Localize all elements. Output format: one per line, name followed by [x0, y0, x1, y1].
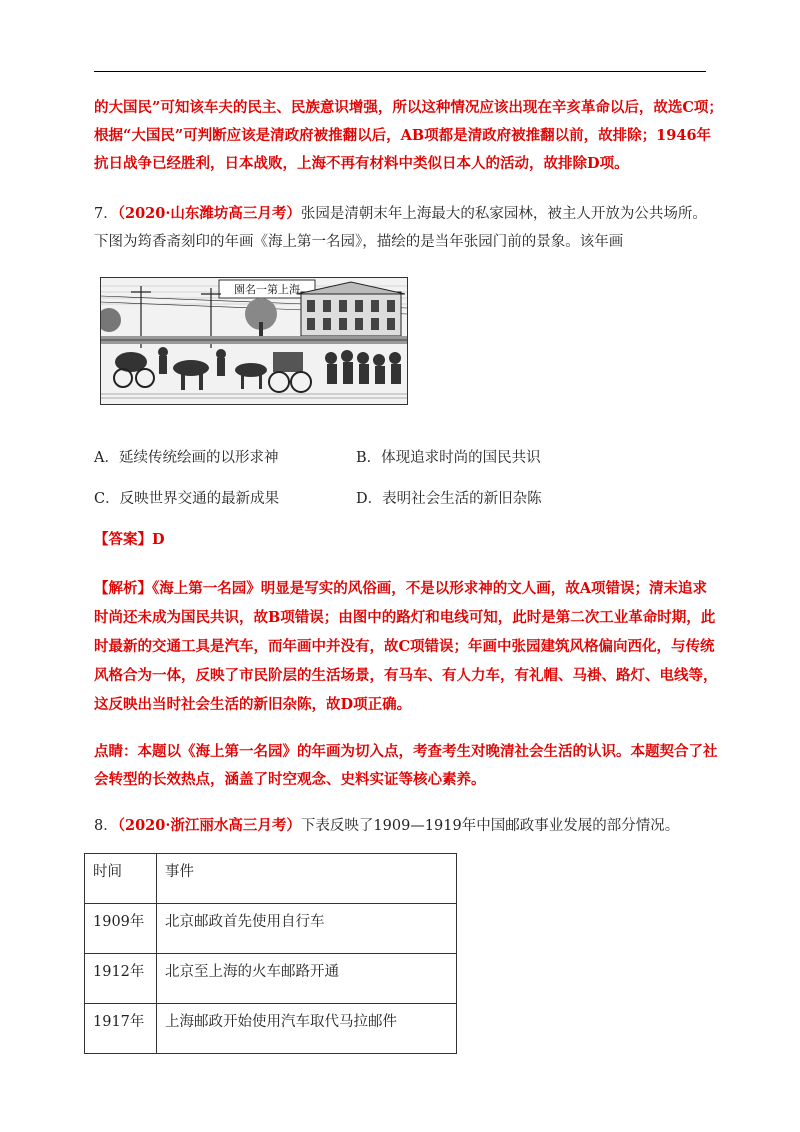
option-a: A．延续传统绘画的以形求神 [94, 450, 279, 466]
question-source: （2020·山东潍坊高三月考） [117, 205, 301, 222]
table-row [85, 904, 457, 954]
option-c: C．反映世界交通的最新成果 [94, 491, 280, 507]
table-header-row [85, 854, 457, 904]
analysis-line: 抗日战争已经胜利，日本战败，上海不再有材料中类似日本人的活动，故排除D项。 [94, 155, 629, 172]
print-title: 園名一第上海 [234, 283, 300, 296]
comment-line: 点睛：本题以《海上第一名园》的年画为切入点，考查考生对晚清社会生活的认识。本题契合了社 [94, 743, 718, 760]
header-rule [94, 71, 706, 72]
table-cell: 北京至上海的火车邮路开通 [157, 954, 457, 1004]
table-cell: 1909年 [85, 904, 157, 954]
question-stem: 下表反映了1909—1919年中国邮政事业发展的部分情况。 [300, 818, 680, 834]
answer: 【答案】D [94, 531, 165, 548]
question-8-stem [94, 812, 706, 840]
comment-line: 会转型的长效热点，涵盖了时空观念、史料实证等核心素养。 [94, 771, 486, 788]
woodblock-print-image [100, 277, 408, 405]
table-header: 事件 [157, 854, 457, 904]
previous-analysis [94, 94, 723, 178]
question-number: 7． [94, 206, 118, 222]
question-number: 8． [94, 818, 118, 834]
comment [94, 738, 718, 794]
table-cell: 1912年 [85, 954, 157, 1004]
analysis-line: 风格合为一体，反映了市民阶层的生活场景，有马车、有人力车，有礼帽、马褂、路灯、电线等， [94, 667, 718, 684]
question-stem: 下图为筠香斋刻印的年画《海上第一名园》，描绘的是当年张园门前的景象。该年画 [94, 234, 624, 250]
analysis-line: 【解析】《海上第一名园》明显是写实的风俗画，不是以形求神的文人画，故A项错误；清末追求 [94, 580, 707, 597]
analysis-line: 这反映出当时社会生活的新旧杂陈，故D项正确。 [94, 696, 412, 713]
table-row [85, 1004, 457, 1054]
postal-events-table [84, 853, 457, 1054]
question-7-stem [94, 200, 706, 256]
question-stem: 张园是清朝末年上海最大的私家园林，被主人开放为公共场所。 [300, 206, 707, 222]
analysis [94, 574, 718, 719]
analysis-line: 时尚还未成为国民共识，故B项错误；由图中的路灯和电线可知，此时是第二次工业革命时期，此 [94, 609, 716, 626]
table-cell: 上海邮政开始使用汽车取代马拉邮件 [157, 1004, 457, 1054]
option-d: D．表明社会生活的新旧杂陈 [356, 491, 542, 507]
analysis-line: 根据“大国民”可判断应该是清政府被推翻以后，AB项都是清政府被推翻以前，故排除；1946年 [94, 127, 712, 144]
table-header: 时间 [85, 854, 157, 904]
table-row [85, 954, 457, 1004]
analysis-line: 的大国民”可知该车夫的民主、民族意识增强，所以这种情况应该出现在辛亥革命以后，故选C项； [94, 99, 723, 116]
table-cell: 北京邮政首先使用自行车 [157, 904, 457, 954]
table-cell: 1917年 [85, 1004, 157, 1054]
question-source: （2020·浙江丽水高三月考） [117, 817, 301, 834]
option-b: B．体现追求时尚的国民共识 [356, 450, 541, 466]
analysis-line: 时最新的交通工具是汽车，而年画中并没有，故C项错误；年画中张园建筑风格偏向西化，与传统 [94, 638, 715, 655]
